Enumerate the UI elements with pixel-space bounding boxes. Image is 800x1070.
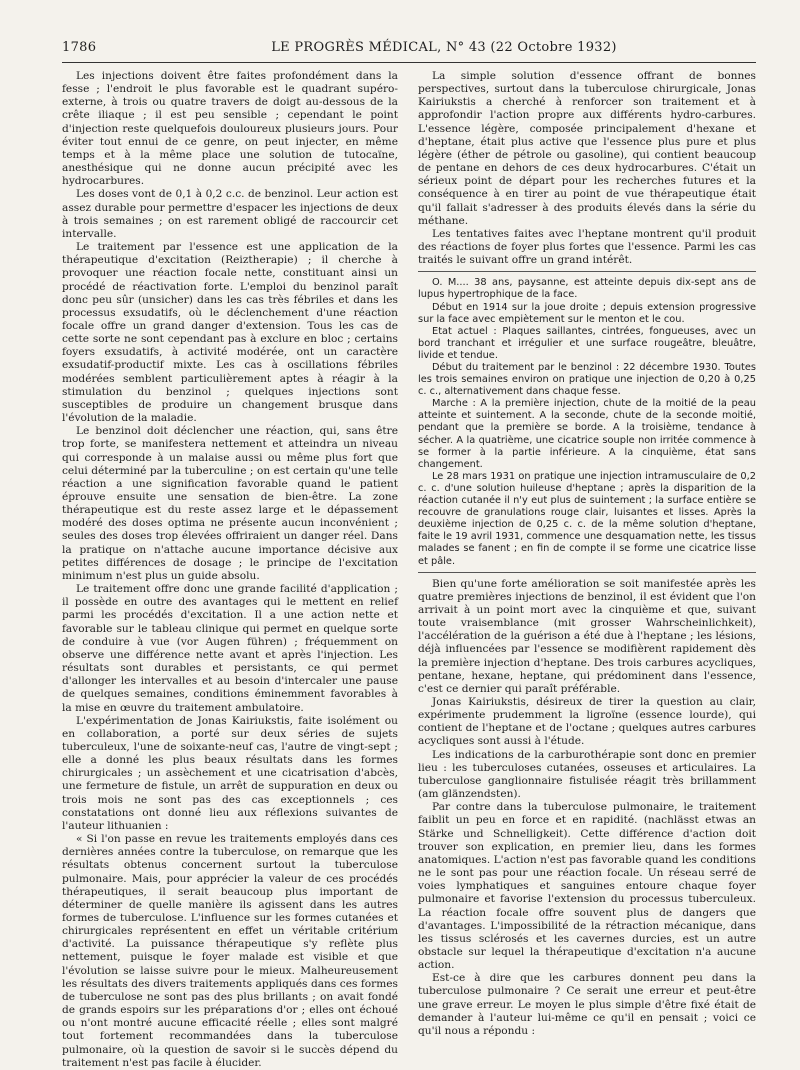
case-observation: Début du traitement par le benzinol : 22 décembre 1930. Toutes les trois semaines environ on pratique une injection de 0,20 à 0,25 c. c., alternativement dans chaque fesse. bbox=[418, 362, 756, 398]
paragraph: Les indications de la carburothérapie sont donc en premier lieu : les tuberculoses cutanées, osseuses et articulaires. La tuberculose ganglionnaire fistulisée réagit très brillamment (am glänzendsten). bbox=[418, 748, 756, 801]
case-observation: Le 28 mars 1931 on pratique une injection intramusculaire de 0,2 c. c. d'une solution huileuse d'heptane ; après la disparition de la réaction cutanée il n'y eut plus de suintement ; la surface entière se recouvre de granulations rouge clair, luisantes et lisses. Après la deuxième injection de 0,25 c. c. de la même solution d'heptane, faite le 19 avril 1931, commence une desquamation nette, les tissus malades se fanent ; en fin de compte il se forme une cicatrice lisse et pâle. bbox=[418, 470, 756, 567]
header-rule bbox=[62, 62, 756, 63]
case-observation: Marche : A la première injection, chute de la moitié de la peau atteinte et suintement. A la seconde, chute de la seconde moitié, pendant que la première se borde. A la troisième, tendance à sécher. A la quatrième, une cicatrice souple non irritée commence à se former à la partie inférieure. A la cinquième, état sans changement. bbox=[418, 398, 756, 470]
case-observation: Etat actuel : Plaques saillantes, cintrées, fongueuses, avec un bord tranchant et irrégulier et une surface rougeâtre, bleuâtre, livide et tendue. bbox=[418, 325, 756, 361]
section-divider bbox=[418, 271, 756, 272]
paragraph: Les tentatives faites avec l'heptane montrent qu'il produit des réactions de foyer plus fortes que l'essence. Parmi les cas traités le suivant offre un grand intérêt. bbox=[418, 227, 756, 267]
case-observation: O. M.... 38 ans, paysanne, est atteinte depuis dix-sept ans de lupus hypertrophique de la face. bbox=[418, 277, 756, 301]
section-divider bbox=[418, 572, 756, 573]
paragraph: Bien qu'une forte amélioration se soit manifestée après les quatre premières injections de benzinol, il est évident que l'on arrivait à un point mort avec la cinquième et que, suivant toute vraisemblance (mit grosser Wahrscheinlichkeit), l'accélération de la guérison a été due à l'heptane ; les lésions, déjà influencées par l'essence se modifièrent rapidement dès la première injection d'heptane. Des trois carbures acycliques, pentane, hexane, heptane, qui prédominent dans l'essence, c'est ce dernier qui paraît préférable. bbox=[418, 577, 756, 695]
paragraph: Le traitement par l'essence est une application de la thérapeutique d'excitation (Reiztherapie) ; il cherche à provoquer une réaction focale nette, constituant ainsi un procédé de réactivation forte. L'emploi du benzinol paraît donc peu sûr (unsicher) dans les cas très fébriles et dans les processus exsudatifs, où le déclenchement d'une réaction focale offre un grand danger d'extension. Tous les cas de cette sorte ne sont cependant pas à exclure en bloc ; certains foyers exsudatifs, à activité modérée, ont un caractère exsudatif-productif mixte. Les cas à oscillations fébriles modérées semblent particulièrement aptes à réagir à la stimulation du benzinol ; quelques injections sont susceptibles de produire un changement brusque dans l'évolution de la maladie. bbox=[62, 241, 398, 425]
page-number: 1786 bbox=[62, 40, 97, 55]
paragraph: Le traitement offre donc une grande facilité d'application ; il possède en outre des avantages qui le mettent en relief parmi les procédés d'excitation. Il a une action nette et favorable sur le tableau clinique qui permet en quelque sorte de conduire à vue (vor Augen führen) ; fréquemment on observe une différence nette avant et après l'injection. Les résultats sont durables et persistants, ce qui permet d'allonger les intervalles et au besoin d'intercaler une pause de quelques semaines, conditions éminemment favorables à la mise en œuvre du traitement ambulatoire. bbox=[62, 583, 398, 714]
paragraph: Les injections doivent être faites profondément dans la fesse ; l'endroit le plus favorable est le quadrant supéro-externe, à trois ou quatre travers de doigt au-dessous de la crête iliaque ; il est peu sensible ; cependant le point d'injection reste quelquefois douloureux plusieurs jours. Pour éviter tout ennui de ce genre, on peut injecter, en même temps et à la même place une solution de tutocaïne, anesthésique qui ne donne aucun précipité avec les hydrocarbures. bbox=[62, 70, 398, 188]
paragraph: Jonas Kairiukstis, désireux de tirer la question au clair, expérimente prudemment la ligroïne (essence lourde), qui contient de l'heptane et de l'octane ; quelques autres carbures acycliques sont aussi à l'étude. bbox=[418, 696, 756, 748]
paragraph: Est-ce à dire que les carbures donnent peu dans la tuberculose pulmonaire ? Ce serait une erreur et peut-être une grave erreur. Le moyen le plus simple d'être fixé était de demander à l'auteur lui-même ce qu'il en pensait ; voici ce qu'il nous a répondu : bbox=[418, 972, 756, 1037]
paragraph: L'expérimentation de Jonas Kairiukstis, faite isolément ou en collaboration, a porté sur deux séries de sujets tuberculeux, l'une de soixante-neuf cas, l'autre de vingt-sept ; elle a donné les plus beaux résultats dans les formes chirurgicales ; un assèchement et une cicatrisation d'abcès, une fermeture de fistule, un arrêt de suppuration en deux ou trois mois ne sont pas des cas exceptionnels ; ces constatations ont donné lieu aux réflexions suivantes de l'auteur lithuanien : bbox=[62, 714, 398, 832]
right-column bbox=[418, 70, 756, 1040]
paragraph: Par contre dans la tuberculose pulmonaire, le traitement faiblit un peu en force et en rapidité. (nachlässt etwas an Stärke und Schnelligkeit). Cette différence d'action doit trouver son explication, en premier lieu, dans les formes anatomiques. L'action n'est pas favorable quand les conditions ne le sont pas pour une réaction focale. Un réseau serré de voies lymphatiques et sanguines entoure chaque foyer pulmonaire et favorise l'extension du processus tuberculeux. La réaction focale offre souvent plus de dangers que d'avantages. L'impossibilité de la rétraction mécanique, dans les tissus sclérosés et les cavernes durcies, est un autre obstacle sur lequel la thérapeutique d'excitation n'a aucune action. bbox=[418, 801, 756, 972]
paragraph: « Si l'on passe en revue les traitements employés dans ces dernières années contre la tuberculose, on remarque que les résultats obtenus concernent surtout la tuberculose pulmonaire. Mais, pour apprécier la valeur de ces procédés thérapeutiques, il serait beaucoup plus important de déterminer de quelle manière ils agissent dans les autres formes de tuberculose. L'influence sur les formes cutanées et chirurgicales représentent en effet un véritable critérium d'activité. La puissance thérapeutique s'y reflète plus nettement, puisque le foyer malade est visible et que l'évolution se laisse suivre pour le mieux. Malheureusement les résultats des divers traitements appliqués dans ces formes de tuberculose ne sont pas des plus brillants ; on avait fondé de grands espoirs sur les préparations d'or ; elles ont échoué ou n'ont montré aucune efficacité réelle ; elles sont malgré tout fortement recommandées dans la tuberculose pulmonaire, où la question de savoir si le succès dépend du traitement n'est pas facile à élucider. bbox=[62, 833, 398, 1069]
paragraph: La simple solution d'essence offrant de bonnes perspectives, surtout dans la tuberculose chirurgicale, Jonas Kairiukstis a cherché à renforcer son traitement et à approfondir l'action propre aux différents hydro-carbures. L'essence légère, composée principalement d'hexane et d'heptane, était plus active que l'essence plus pure et plus légère (éther de pétrole ou gasoline), qui contient beaucoup de pentane en dehors de ces deux hydrocarbures. C'était un sérieux point de départ pour les recherches futures et la conséquence à en tirer au point de vue thérapeutique était qu'il fallait s'adresser à des produits élevés dans la série du méthane. bbox=[418, 70, 756, 227]
case-observation: Début en 1914 sur la joue droite ; depuis extension progressive sur la face avec empiètement sur le menton et le cou. bbox=[418, 301, 756, 325]
paragraph: Les doses vont de 0,1 à 0,2 c.c. de benzinol. Leur action est assez durable pour permettre d'espacer les injections de deux à trois semaines ; on est rarement obligé de raccourcir cet intervalle. bbox=[62, 188, 398, 240]
page-header bbox=[62, 36, 756, 60]
running-title: LE PROGRÈS MÉDICAL, N° 43 (22 Octobre 1932) bbox=[271, 40, 617, 55]
paragraph: Le benzinol doit déclencher une réaction, qui, sans être trop forte, se manifestera nettement et atteindra un niveau qui corresponde à un malaise aussi ou même plus fort que celui déterminé par la tuberculine ; on est certain qu'une telle réaction a une signification favorable quand le patient éprouve ensuite une sensation de bien-être. La zone thérapeutique est du reste assez large et le dépassement modéré des doses optima ne présente aucun inconvénient ; seules des doses trop élevées offriraient un danger réel. Dans la pratique on n'attache aucune importance décisive aux petites différences de dosage ; le principe de l'excitation minimum n'est plus un guide absolu. bbox=[62, 425, 398, 582]
left-column bbox=[62, 70, 398, 1069]
